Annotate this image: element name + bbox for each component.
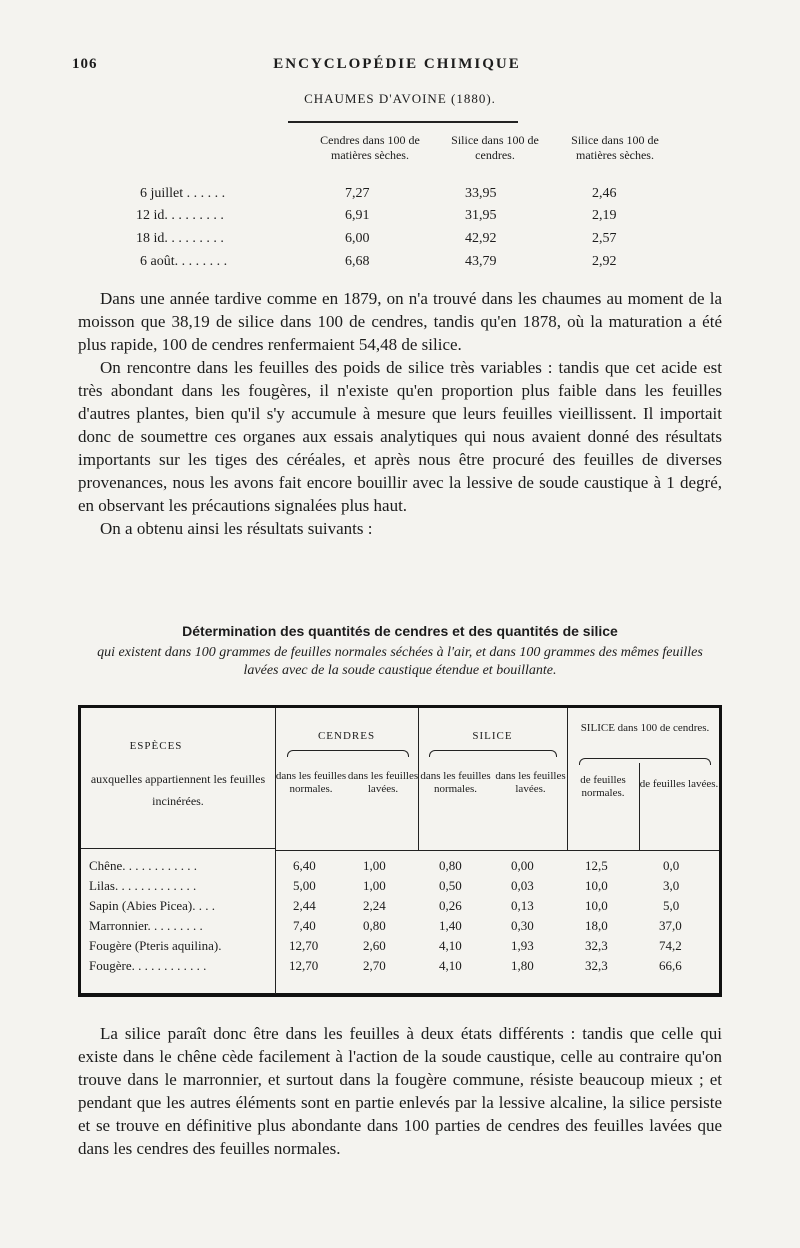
species-name: Marronnier. . . . . . . . . bbox=[89, 918, 203, 933]
silice-cendres-lavees: 74,2 bbox=[659, 938, 682, 953]
silice-normales: 0,26 bbox=[439, 898, 462, 913]
cendres-normales: 12,70 bbox=[289, 938, 319, 953]
cendres-lavees: 1,00 bbox=[363, 878, 386, 893]
brace bbox=[429, 750, 557, 757]
header-rule bbox=[275, 850, 719, 851]
table1-title: CHAUMES D'AVOINE (1880). bbox=[304, 91, 496, 106]
silice-lavees: 0,30 bbox=[511, 918, 534, 933]
silice-normales: 4,10 bbox=[439, 938, 462, 953]
cendres-normales: 2,44 bbox=[293, 898, 316, 913]
silice-cendres-lavees: 66,6 bbox=[659, 958, 682, 973]
table1-cendres: 7,27 bbox=[345, 186, 370, 201]
header-cendres-lavees: dans les feuilles lavées. bbox=[347, 770, 419, 795]
header-rule bbox=[81, 848, 275, 849]
cendres-normales: 6,40 bbox=[293, 858, 316, 873]
col-divider bbox=[639, 763, 640, 850]
header-especes-sub: auxquelles appartiennent les feuilles incinérées. bbox=[90, 772, 266, 808]
brace bbox=[579, 758, 711, 765]
table1-silice-seches: 2,92 bbox=[592, 254, 617, 269]
running-title: ENCYCLOPÉDIE CHIMIQUE bbox=[273, 56, 521, 72]
cendres-normales: 7,40 bbox=[293, 918, 316, 933]
cendres-lavees: 2,70 bbox=[363, 958, 386, 973]
silice-lavees: 0,03 bbox=[511, 878, 534, 893]
table1-silice-cendres: 33,95 bbox=[465, 186, 497, 201]
table2-subtitle: qui existent dans 100 grammes de feuilles normales séchées à l'air, et dans 100 grammes des mêmes feuilles lavées avec de la soude caustique étendue et bouillante. bbox=[97, 645, 703, 678]
table1-date: 12 id. . . . . . . . . bbox=[136, 208, 224, 223]
species-name: Chêne. . . . . . . . . . . . bbox=[89, 858, 197, 873]
table1-date: 6 août. . . . . . . . bbox=[140, 254, 228, 269]
paragraph: On rencontre dans les feuilles des poids de silice très variables : tandis que cet acide est très abondant dans les fougères, il n'existe qu'en proportion plus faible dans les feuilles d'autres plantes, bien qu'il s'y accumule à mesure que leurs feuilles vieillissent. Il importait donc de soumettre ces organes aux essais analytiques qui nous avaient donné des résultats importants sur les tiges des céréales, et après nous être procuré des feuilles de diverses provenances, nous les avons fait encore bouillir avec la lessive de soude caustique à 1 degré, en observant les précautions signalées plus haut. bbox=[78, 358, 722, 515]
paragraph: On a obtenu ainsi les résultats suivants : bbox=[100, 519, 373, 538]
table2-title: Détermination des quantités de cendres et des quantités de silice bbox=[182, 623, 618, 639]
table1-silice-cendres: 43,79 bbox=[465, 254, 497, 269]
paragraph: La silice paraît donc être dans les feuilles à deux états différents : tandis que celle qui existe dans le chêne cède facilement à l'action de la soude caustique, celle au contraire qu'on trouve dans le marronnier, et surtout dans la fougère commune, résiste beaucoup mieux ; et pendant que les autres éléments sont en partie enlevés par la lessive alcaline, la silice persiste et se trouve en définitive plus abondante dans 100 parties de cendres des feuilles lavées que dans les cendres des feuilles normales. bbox=[78, 1024, 722, 1158]
brace bbox=[287, 750, 409, 757]
silice-cendres-normales: 10,0 bbox=[585, 898, 608, 913]
table1-rule bbox=[288, 121, 518, 123]
header-cendres: CENDRES bbox=[317, 730, 376, 742]
header-silice-lavees: dans les feuilles lavées. bbox=[495, 770, 566, 795]
table1-date: 18 id. . . . . . . . . bbox=[136, 231, 224, 246]
silice-cendres-normales: 18,0 bbox=[585, 918, 608, 933]
table1-cendres: 6,68 bbox=[345, 254, 370, 269]
table1-col-cendres: Cendres dans 100 de matières sèches. bbox=[320, 133, 420, 162]
silice-cendres-normales: 32,3 bbox=[585, 958, 608, 973]
silice-cendres-normales: 32,3 bbox=[585, 938, 608, 953]
species-name: Fougère (Pteris aquilina). bbox=[89, 938, 222, 953]
table1-silice-seches: 2,19 bbox=[592, 208, 617, 223]
silice-cendres-lavees: 5,0 bbox=[663, 898, 680, 913]
silice-normales: 0,80 bbox=[439, 858, 462, 873]
table1-date: 6 juillet . . . . . . bbox=[140, 186, 226, 201]
cendres-lavees: 0,80 bbox=[363, 918, 386, 933]
table1-silice-seches: 2,57 bbox=[592, 231, 617, 246]
silice-cendres-normales: 12,5 bbox=[585, 858, 608, 873]
page-header bbox=[72, 56, 722, 80]
table1-silice-cendres: 31,95 bbox=[465, 208, 497, 223]
header-silice: SILICE bbox=[472, 730, 513, 742]
table1-col-silice-seches: Silice dans 100 de matières sèches. bbox=[571, 133, 659, 162]
cendres-normales: 12,70 bbox=[289, 958, 319, 973]
silice-lavees: 0,13 bbox=[511, 898, 534, 913]
header-cendres-normales: dans les feuilles normales. bbox=[275, 770, 347, 795]
table2 bbox=[78, 705, 722, 997]
silice-cendres-lavees: 0,0 bbox=[663, 858, 680, 873]
silice-cendres-lavees: 37,0 bbox=[659, 918, 682, 933]
body-text bbox=[78, 287, 722, 540]
header-especes: ESPÈCES bbox=[129, 740, 183, 752]
cendres-normales: 5,00 bbox=[293, 878, 316, 893]
cendres-lavees: 2,60 bbox=[363, 938, 386, 953]
table1-silice-seches: 2,46 bbox=[592, 186, 617, 201]
silice-lavees: 1,80 bbox=[511, 958, 534, 973]
species-name: Lilas. . . . . . . . . . . . . bbox=[89, 878, 197, 893]
table1-cendres: 6,00 bbox=[345, 231, 370, 246]
species-name: Fougère. . . . . . . . . . . . bbox=[89, 958, 207, 973]
header-silice-cendres: SILICE dans 100 de cendres. bbox=[580, 722, 710, 734]
table1-silice-cendres: 42,92 bbox=[465, 231, 497, 246]
silice-lavees: 1,93 bbox=[511, 938, 534, 953]
header-de-lavees: de feuilles lavées. bbox=[639, 778, 719, 790]
table1-cendres: 6,91 bbox=[345, 208, 370, 223]
header-silice-normales: dans les feuilles normales. bbox=[420, 770, 491, 795]
page-number: 106 bbox=[72, 56, 98, 72]
table1-col-silice-cendres: Silice dans 100 de cendres. bbox=[451, 133, 539, 162]
header-de-normales: de feuilles normales. bbox=[580, 774, 626, 799]
silice-cendres-normales: 10,0 bbox=[585, 878, 608, 893]
silice-lavees: 0,00 bbox=[511, 858, 534, 873]
silice-normales: 1,40 bbox=[439, 918, 462, 933]
species-name: Sapin (Abies Picea). . . . bbox=[89, 898, 216, 913]
paragraph: Dans une année tardive comme en 1879, on n'a trouvé dans les chaumes au moment de la moisson que 38,19 de silice dans 100 de cendres, tandis qu'en 1878, où la maturation a été plus rapide, 100 de cendres renfermaient 54,48 de silice. bbox=[78, 289, 722, 354]
silice-cendres-lavees: 3,0 bbox=[663, 878, 680, 893]
cendres-lavees: 1,00 bbox=[363, 858, 386, 873]
silice-normales: 0,50 bbox=[439, 878, 462, 893]
silice-normales: 4,10 bbox=[439, 958, 462, 973]
closing-text bbox=[78, 1022, 722, 1160]
cendres-lavees: 2,24 bbox=[363, 898, 386, 913]
